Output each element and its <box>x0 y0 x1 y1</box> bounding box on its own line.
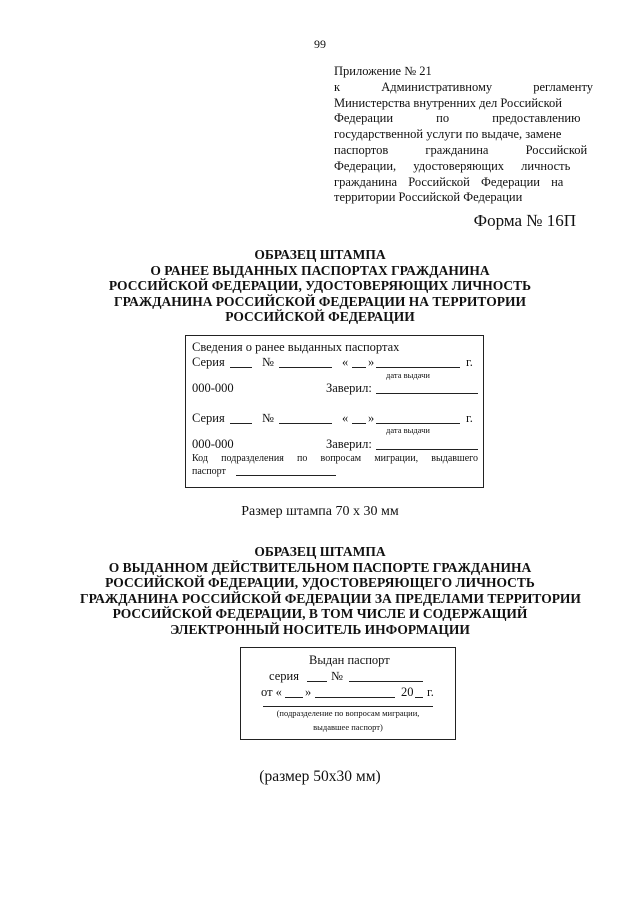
year-blank <box>415 686 423 698</box>
appendix-line: Федерации, удостоверяющих личность <box>334 158 571 173</box>
title-line: РОССИЙСКОЙ ФЕДЕРАЦИИ <box>225 309 415 325</box>
quote-open: « <box>342 355 349 369</box>
caption-line: (подразделение по вопросам миграции, <box>276 708 420 718</box>
month-year-blank <box>376 412 460 424</box>
appendix-line: Федерации по предоставлению <box>334 111 581 126</box>
stamp-header: Выдан паспорт <box>309 653 390 667</box>
year-suffix: г. <box>466 411 473 425</box>
number-label: № <box>331 669 343 683</box>
appendix-line: государственной услуги по выдаче, замене <box>334 127 562 142</box>
appendix-line: территории Российской Федерации <box>334 190 523 205</box>
stamp-previous-passports <box>185 335 484 488</box>
month-year-blank <box>376 356 460 368</box>
stamp2-size-note: (размер 50х30 мм) <box>259 768 381 785</box>
series-label: серия <box>269 669 299 683</box>
page-number: 99 <box>314 37 326 51</box>
day-blank <box>285 686 303 698</box>
year-prefix: 20 <box>401 685 414 699</box>
footer-line: паспорт <box>192 466 226 477</box>
number-blank <box>279 412 332 424</box>
quote-open: « <box>342 411 349 425</box>
appendix-line: паспортов гражданина Российской <box>334 142 588 157</box>
day-blank <box>352 356 366 368</box>
title-line: ОБРАЗЕЦ ШТАМПА <box>254 544 386 559</box>
issue-date-caption: дата выдачи <box>386 425 430 435</box>
stamp-issued-passport <box>240 647 456 740</box>
title-line: РОССИЙСКОЙ ФЕДЕРАЦИИ, УДОСТОВЕРЯЮЩИХ ЛИЧНОСТЬ <box>108 278 532 294</box>
certified-label: Заверил: <box>326 437 372 451</box>
number-blank <box>349 670 423 682</box>
title-line: ГРАЖДАНИНА РОССИЙСКОЙ ФЕДЕРАЦИИ НА ТЕРРИТОРИИ <box>113 293 527 309</box>
month-blank <box>315 686 395 698</box>
form-label: Форма № 16П <box>473 211 576 230</box>
series-blank <box>230 412 252 424</box>
title-line: ГРАЖДАНИНА РОССИЙСКОЙ ФЕДЕРАЦИИ ЗА ПРЕДЕЛАМИ ТЕРРИТОРИИ <box>80 590 581 606</box>
title-line: РОССИЙСКОЙ ФЕДЕРАЦИИ, УДОСТОВЕРЯЮЩЕГО ЛИЧНОСТЬ <box>105 575 535 591</box>
number-label: № <box>262 355 274 369</box>
from-label: от « <box>261 685 282 699</box>
number-label: № <box>262 411 274 425</box>
series-blank <box>307 670 327 682</box>
appendix-line: к Административному регламенту <box>334 79 594 94</box>
number-blank <box>279 356 332 368</box>
quote-close: » <box>368 355 375 369</box>
appendix-line: Приложение № 21 <box>334 64 432 78</box>
appendix-line: гражданина Российской Федерации на <box>334 174 564 189</box>
year-suffix: г. <box>427 685 434 699</box>
appendix-line: Министерства внутренних дел Российской <box>334 95 562 110</box>
series-label: Серия <box>192 355 225 369</box>
appendix-reference <box>334 64 594 206</box>
issue-date-caption: дата выдачи <box>386 370 430 380</box>
quote-close: » <box>305 685 312 699</box>
caption-line: выдавшее паспорт) <box>313 722 383 732</box>
signature-blank <box>376 382 478 394</box>
subdivision-code: 000-000 <box>192 381 234 395</box>
footer-line: Код подразделения по вопросам миграции, выдавшего <box>192 453 478 464</box>
signature-blank <box>376 438 478 450</box>
certified-label: Заверил: <box>326 381 372 395</box>
section2-title <box>80 544 581 638</box>
title-line: РОССИЙСКОЙ ФЕДЕРАЦИИ, В ТОМ ЧИСЛЕ И СОДЕРЖАЩИЙ <box>112 606 528 622</box>
section1-title <box>80 247 560 325</box>
title-line: ЭЛЕКТРОННЫЙ НОСИТЕЛЬ ИНФОРМАЦИИ <box>170 621 470 637</box>
series-blank <box>230 356 252 368</box>
quote-close: » <box>368 411 375 425</box>
stamp-header: Сведения о ранее выданных паспортах <box>192 340 400 354</box>
stamp1-size-note: Размер штампа 70 х 30 мм <box>241 504 399 519</box>
title-line: ОБРАЗЕЦ ШТАМПА <box>254 247 386 262</box>
year-suffix: г. <box>466 355 473 369</box>
subdivision-code: 000-000 <box>192 437 234 451</box>
title-line: О ВЫДАННОМ ДЕЙСТВИТЕЛЬНОМ ПАСПОРТЕ ГРАЖДАНИНА <box>108 559 532 575</box>
day-blank <box>352 412 366 424</box>
subdivision-line <box>263 706 433 707</box>
title-line: О РАНЕЕ ВЫДАННЫХ ПАСПОРТАХ ГРАЖДАНИНА <box>150 262 490 278</box>
series-label: Серия <box>192 411 225 425</box>
footer-blank <box>236 464 336 476</box>
